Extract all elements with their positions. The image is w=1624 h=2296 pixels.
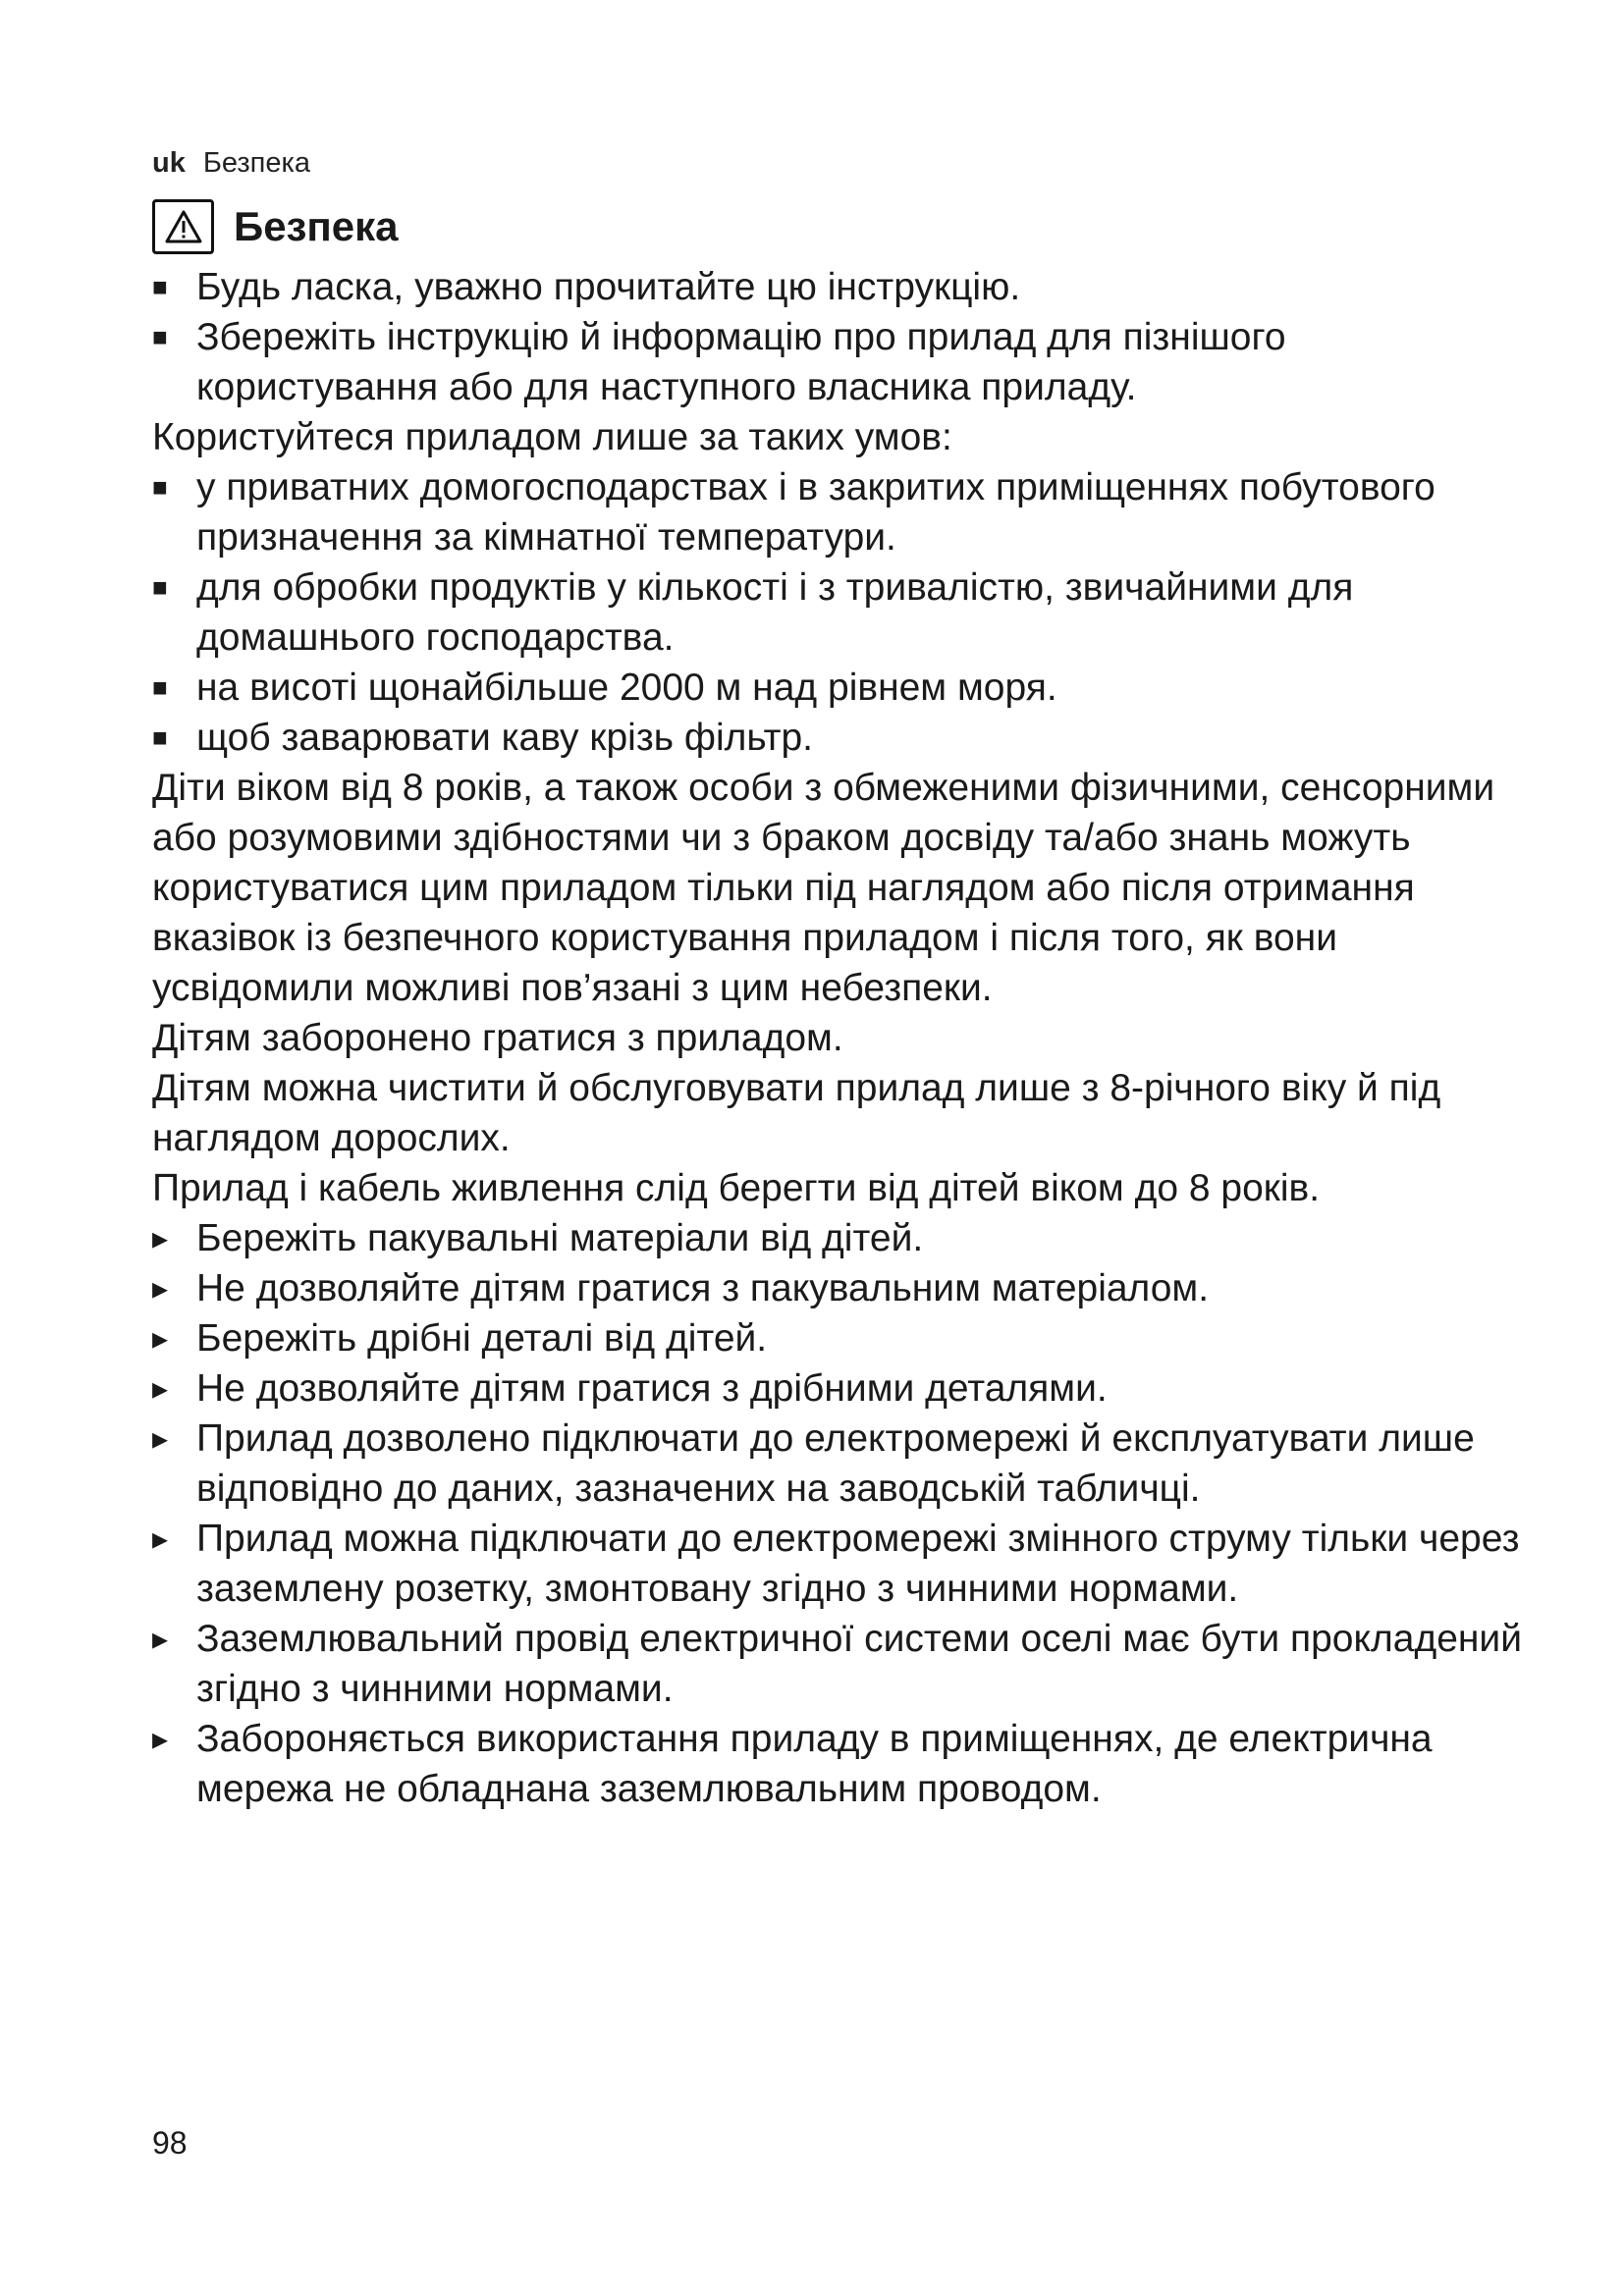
instruction-item — [152, 1213, 1527, 1263]
bullet-item — [152, 262, 1527, 312]
paragraph: Дітям можна чистити й обслуговувати прилад лише з 8-річного віку й під наглядом дорослих. — [152, 1067, 1441, 1159]
item-text: Не дозволяйте дітям гратися з дрібними деталями. — [196, 1367, 1108, 1410]
item-text: у приватних домогосподарствах і в закритих приміщеннях побутового призначення за кімнатної температури. — [196, 466, 1435, 559]
item-text: на висоті щонайбільше 2000 м над рівнем моря. — [196, 667, 1057, 709]
triangle-arrow-icon — [152, 1414, 196, 1466]
item-text: Збережіть інструкцію й інформацію про прилад для пізнішого користування або для наступного власника приладу. — [196, 316, 1286, 408]
triangle-arrow-icon — [152, 1514, 196, 1566]
triangle-arrow-icon — [152, 1213, 196, 1265]
square-bullet-icon — [152, 663, 196, 713]
paragraph: Діти віком від 8 років, а також особи з обмеженими фізичними, сенсорними або розумовими здібностями чи з браком досвіду та/або знань можуть користуватися цим приладом тільки під наглядом або після отримання вказівок із безпечного користування приладом і після того, як вони усвідомили можливі пов’язані з цим небезпеки. — [152, 767, 1495, 1009]
instruction-item — [152, 1514, 1527, 1614]
safety-content — [152, 262, 1527, 1814]
instruction-item — [152, 1263, 1527, 1313]
instruction-item — [152, 1313, 1527, 1363]
instruction-item — [152, 1363, 1527, 1414]
instruction-item — [152, 1714, 1527, 1814]
triangle-arrow-icon — [152, 1313, 196, 1365]
paragraph: Дітям заборонено гратися з приладом. — [152, 1017, 843, 1059]
item-text: Бережіть дрібні деталі від дітей. — [196, 1317, 768, 1360]
bullet-item — [152, 713, 1527, 763]
item-text: Прилад дозволено підключати до електромережі й експлуатувати лише відповідно до даних, зазначених на заводській табличці. — [196, 1417, 1475, 1510]
square-bullet-icon — [152, 562, 196, 613]
running-header — [152, 147, 1527, 180]
bullet-item — [152, 562, 1527, 663]
item-text: Бережіть пакувальні матеріали від дітей. — [196, 1217, 924, 1259]
section-title-row — [152, 199, 1527, 254]
square-bullet-icon — [152, 462, 196, 512]
square-bullet-icon — [152, 713, 196, 763]
page — [152, 147, 1527, 1814]
triangle-arrow-icon — [152, 1614, 196, 1666]
paragraph: Прилад і кабель живлення слід берегти від дітей віком до 8 років. — [152, 1167, 1321, 1209]
instruction-item — [152, 1414, 1527, 1514]
item-text: Прилад можна підключати до електромережі змінного струму тільки через заземлену розетку, змонтовану згідно з чинними нормами. — [196, 1518, 1520, 1610]
paragraph: Користуйтеся приладом лише за таких умов: — [152, 416, 952, 458]
warning-icon — [152, 199, 214, 254]
bullet-item — [152, 462, 1527, 562]
triangle-arrow-icon — [152, 1263, 196, 1315]
item-text: Забороняється використання приладу в приміщеннях, де електрична мережа не обладнана заземлювальним проводом. — [196, 1718, 1433, 1810]
triangle-arrow-icon — [152, 1714, 196, 1766]
instruction-item — [152, 1614, 1527, 1714]
section-title: Безпека — [234, 203, 399, 249]
triangle-arrow-icon — [152, 1363, 196, 1415]
item-text: Заземлювальний провід електричної системи оселі має бути прокладений згідно з чинними нормами. — [196, 1618, 1522, 1710]
item-text: для обробки продуктів у кількості і з тривалістю, звичайними для домашнього господарства. — [196, 566, 1354, 659]
bullet-item — [152, 312, 1527, 412]
bullet-item — [152, 663, 1527, 713]
square-bullet-icon — [152, 312, 196, 362]
square-bullet-icon — [152, 262, 196, 312]
item-text: Не дозволяйте дітям гратися з пакувальним матеріалом. — [196, 1267, 1210, 1309]
page-number: 98 — [152, 2125, 188, 2161]
item-text: щоб заварювати каву крізь фільтр. — [196, 717, 814, 759]
language-code: uk — [152, 147, 186, 179]
header-section: Безпека — [202, 147, 310, 179]
item-text: Будь ласка, уважно прочитайте цю інструкцію. — [196, 266, 1021, 308]
